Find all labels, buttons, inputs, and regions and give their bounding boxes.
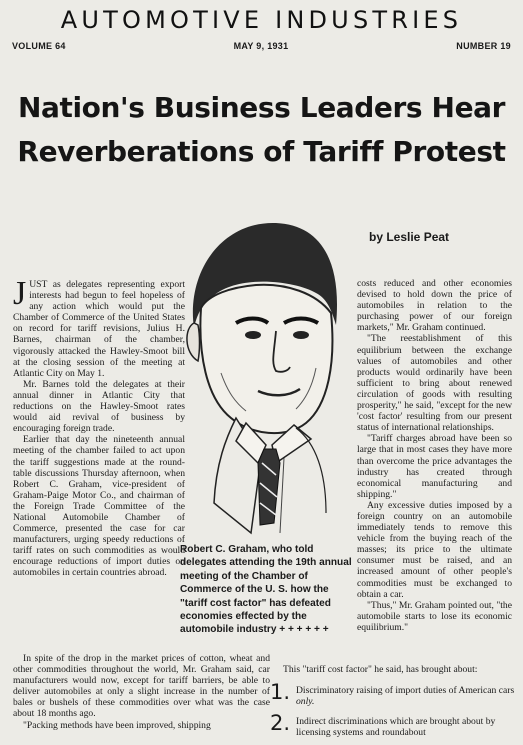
portrait-caption: Robert C. Graham, who told delegates attending the 19th annual meeting of the Chamber of Commerce of the U. S. how the "tariff cost factor" has defeated economies effected by the automobile industry + + + + + +: [180, 544, 352, 636]
paragraph-col3-1: costs reduced and other economies devised to hold down the price of automobiles in relation to the purchasing power of our foreign markets," Mr. Graham continued.: [357, 278, 512, 334]
issue-date: MAY 9, 1931: [233, 41, 289, 51]
dropcap: J: [13, 275, 27, 312]
issue-line: [12, 41, 511, 51]
factor-intro: This "tariff cost factor" he said, has brought about:: [283, 664, 478, 675]
paragraph-1: JUST as delegates representing export interests had begun to feel hopeless of any action which would put the Chamber of Commerce of the United States on record for tariff revisions, Julius H. Barnes, chairman of the chamber, vigorously attacked the Hawley-Smoot bill at the closing session of the meeting at Atlantic City on May 1.: [13, 275, 185, 379]
paragraph-col3-3: "Tariff charges abroad have been so large that in most cases they have more than overcome the price advantages the industry has created through economical manufacturing and shipping.": [357, 433, 512, 500]
paragraph-col3-2: "The reestablishment of this equilibrium between the exchange values of automobiles and other products would ordinarily have been sufficient to bring about renewed circulation of goods with resulting prosperity," he said, "except for the new 'cost factor' resulting from our present status of international relationships.: [357, 333, 512, 434]
article-bottom-left: [13, 653, 270, 731]
list-number: 1.: [270, 680, 291, 704]
headline: [0, 86, 523, 174]
masthead: AUTOMOTIVE INDUSTRIES: [60, 6, 463, 34]
portrait-illustration: [176, 213, 346, 543]
paragraph-col3-5: "Thus," Mr. Graham pointed out, "the automobile starts to lose its economic equilibrium.": [357, 599, 512, 633]
article-column-1: [13, 275, 185, 579]
paragraph-3: Earlier that day the nineteenth annual meeting of the chamber failed to act upon the tariff suggestions made at the round-table discussions Thursday afternoon, when Robert C. Graham, vice-president of Graham-Paige Motor Co., and chairman of the Foreign Trade Committee of the National Automobile Chamber of Commerce, presented the case for car manufacturers, urging speedy reductions of tariff rates on such commodities as would encourage reductions of import duties on automobiles in certain countries abroad.: [13, 434, 185, 579]
headline-line-1: Nation's Business Leaders Hear: [17, 91, 506, 124]
volume-label: VOLUME 64: [12, 41, 66, 51]
list-number: 2.: [270, 711, 291, 735]
list-item: 1. Discriminatory raising of import duties of American cars only.: [270, 680, 515, 708]
paragraph-bottom-1: In spite of the drop in the market prices of cotton, wheat and other commodities throughout the world, Mr. Graham said, car manufacturers would now, except for tariff barriers, be able to deliver automobiles at only a slight increase in the number of bales or bushels of these commodities over what was the case about 18 months ago.: [13, 653, 270, 720]
article-column-3: [357, 278, 512, 633]
list-item: 2. Indirect discriminations which are brought about by licensing systems and roundabout: [270, 711, 496, 739]
paragraph-2: Mr. Barnes told the delegates at their annual dinner in Atlantic City that reductions on the Hawley-Smoot rates would aid revival of business by encouraging foreign trade.: [13, 378, 185, 435]
paragraph-col3-4: Any excessive duties imposed by a foreign country on an automobile immediately tends to remove this vehicle from the buying reach of the masses; its price to the ultimate consumer must be raised, and an increased amount of other people's commodities must be exchanged to obtain a car.: [357, 499, 512, 600]
byline: by Leslie Peat: [369, 230, 450, 244]
paragraph-bottom-2: "Packing methods have been improved, shipping: [23, 719, 211, 731]
headline-line-2: Reverberations of Tariff Protest: [17, 135, 506, 168]
issue-number: NUMBER 19: [456, 41, 511, 51]
